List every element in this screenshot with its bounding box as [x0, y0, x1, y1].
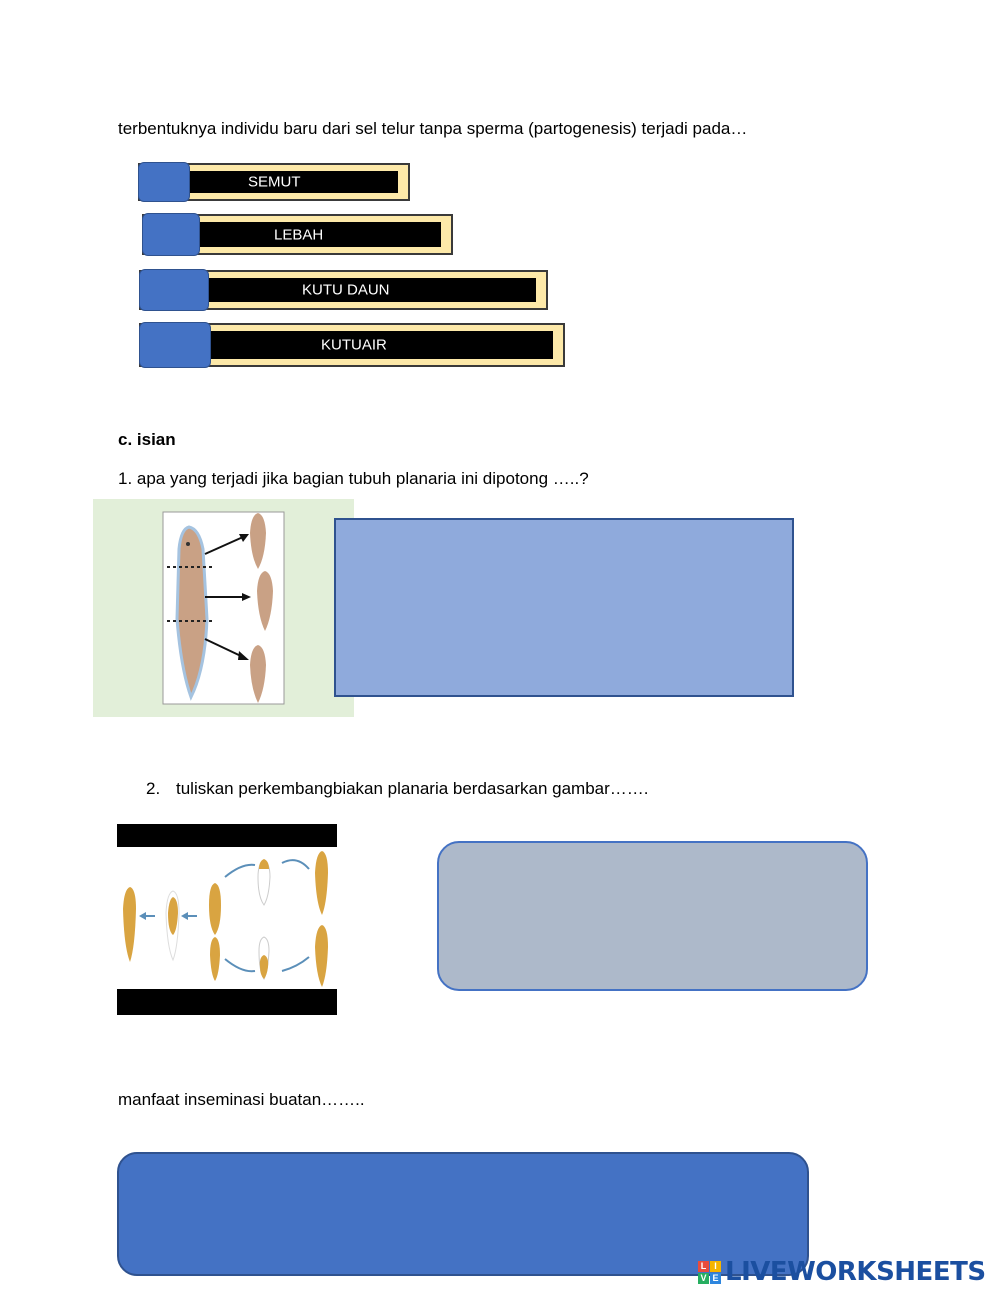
logo-tiles: [698, 1261, 721, 1284]
section-title: c. isian: [118, 430, 176, 449]
answer-box-1[interactable]: [334, 518, 794, 697]
option-label: KUTU DAUN: [302, 281, 390, 299]
option-select-button[interactable]: [139, 269, 209, 311]
question-number: 2.: [146, 779, 161, 798]
logo-tile: I: [710, 1261, 721, 1272]
option-kutu-daun[interactable]: [139, 270, 548, 310]
option-label: KUTUAIR: [321, 336, 387, 354]
question-parthenogenesis: terbentuknya individu baru dari sel telur tanpa sperma (partogenesis) terjadi pada…: [118, 119, 748, 138]
image-top-band: [117, 824, 337, 847]
option-select-button[interactable]: [139, 322, 211, 368]
option-select-button[interactable]: [142, 213, 200, 256]
logo-wordmark: LIVEWORKSHEETS: [725, 1257, 986, 1287]
option-select-button[interactable]: [138, 162, 190, 202]
planaria-fission-illustration: [117, 847, 337, 989]
logo-tile: L: [698, 1261, 709, 1272]
planaria-regeneration-illustration: [93, 499, 354, 717]
question-artificial-insemination: manfaat inseminasi buatan……..: [118, 1090, 365, 1109]
image-bottom-band: [117, 989, 337, 1015]
option-lebah[interactable]: [142, 214, 453, 255]
option-semut[interactable]: [138, 163, 410, 201]
logo-tile: V: [698, 1273, 709, 1284]
question-planaria-reproduction: tuliskan perkembangbiakan planaria berdasarkan gambar…….: [176, 779, 649, 798]
answer-box-2[interactable]: [437, 841, 868, 991]
question-planaria-cut: 1. apa yang terjadi jika bagian tubuh planaria ini dipotong …..?: [118, 469, 589, 488]
liveworksheets-logo: [698, 1257, 986, 1287]
logo-tile: E: [710, 1273, 721, 1284]
planaria-reproduction-image: [117, 824, 337, 1015]
option-kutuair[interactable]: [139, 323, 565, 367]
planaria-cut-image: [93, 499, 354, 717]
option-label: LEBAH: [274, 226, 324, 243]
option-label: SEMUT: [248, 173, 301, 191]
